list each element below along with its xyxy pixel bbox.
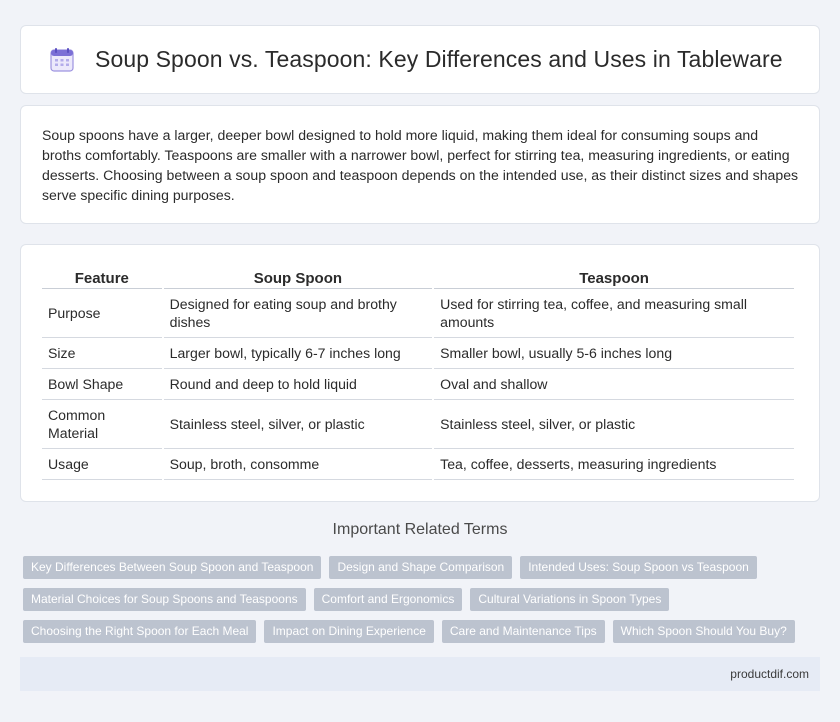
table-cell: Purpose: [42, 289, 162, 338]
column-header-feature: Feature: [42, 267, 162, 289]
column-header-soup-spoon: Soup Spoon: [164, 267, 433, 289]
table-cell: Size: [42, 338, 162, 369]
table-cell: Smaller bowl, usually 5-6 inches long: [434, 338, 794, 369]
comparison-table: [40, 267, 796, 480]
table-row: [42, 338, 794, 369]
column-header-teaspoon: Teaspoon: [434, 267, 794, 289]
table-row: [42, 369, 794, 400]
table-row: [42, 449, 794, 480]
intro-card: [20, 105, 820, 224]
site-name[interactable]: productdif.com: [730, 667, 809, 681]
table-cell: Bowl Shape: [42, 369, 162, 400]
related-term-chip[interactable]: Material Choices for Soup Spoons and Teaspoons: [23, 588, 306, 611]
page-title: Soup Spoon vs. Teaspoon: Key Differences and Uses in Tableware: [95, 46, 783, 72]
table-row: [42, 289, 794, 338]
footer: [20, 657, 820, 691]
table-cell: Soup, broth, consomme: [164, 449, 433, 480]
table-row: [42, 400, 794, 449]
related-term-chip[interactable]: Care and Maintenance Tips: [442, 620, 605, 643]
table-cell: Designed for eating soup and brothy dishes: [164, 289, 433, 338]
related-terms-heading: Important Related Terms: [332, 521, 508, 538]
calendar-icon: [49, 47, 75, 73]
related-term-chip[interactable]: Key Differences Between Soup Spoon and Teaspoon: [23, 556, 321, 579]
table-cell: Common Material: [42, 400, 162, 449]
table-cell: Used for stirring tea, coffee, and measuring small amounts: [434, 289, 794, 338]
table-cell: Larger bowl, typically 6-7 inches long: [164, 338, 433, 369]
related-terms-list: [23, 556, 803, 652]
related-term-chip[interactable]: Cultural Variations in Spoon Types: [470, 588, 669, 611]
table-cell: Oval and shallow: [434, 369, 794, 400]
table-cell: Stainless steel, silver, or plastic: [164, 400, 433, 449]
intro-paragraph: Soup spoons have a larger, deeper bowl designed to hold more liquid, making them ideal for consuming soups and broths comfortably. Teaspoons are smaller with a narrower bowl, perfect for stirring tea, measuring ingredients, or eating desserts. Choosing between a soup spoon and teaspoon depends on the intended use, as their distinct sizes and shapes serve specific dining purposes.: [42, 127, 799, 203]
title-card: [20, 25, 820, 94]
related-term-chip[interactable]: Comfort and Ergonomics: [314, 588, 463, 611]
table-cell: Round and deep to hold liquid: [164, 369, 433, 400]
related-term-chip[interactable]: Which Spoon Should You Buy?: [613, 620, 795, 643]
table-cell: Tea, coffee, desserts, measuring ingredients: [434, 449, 794, 480]
table-cell: Usage: [42, 449, 162, 480]
comparison-card: [20, 244, 820, 502]
chip-row: [23, 556, 803, 579]
related-term-chip[interactable]: Design and Shape Comparison: [329, 556, 512, 579]
chip-row: [23, 588, 803, 611]
related-term-chip[interactable]: Impact on Dining Experience: [264, 620, 433, 643]
related-term-chip[interactable]: Choosing the Right Spoon for Each Meal: [23, 620, 256, 643]
table-cell: Stainless steel, silver, or plastic: [434, 400, 794, 449]
related-term-chip[interactable]: Intended Uses: Soup Spoon vs Teaspoon: [520, 556, 757, 579]
chip-row: [23, 620, 803, 643]
